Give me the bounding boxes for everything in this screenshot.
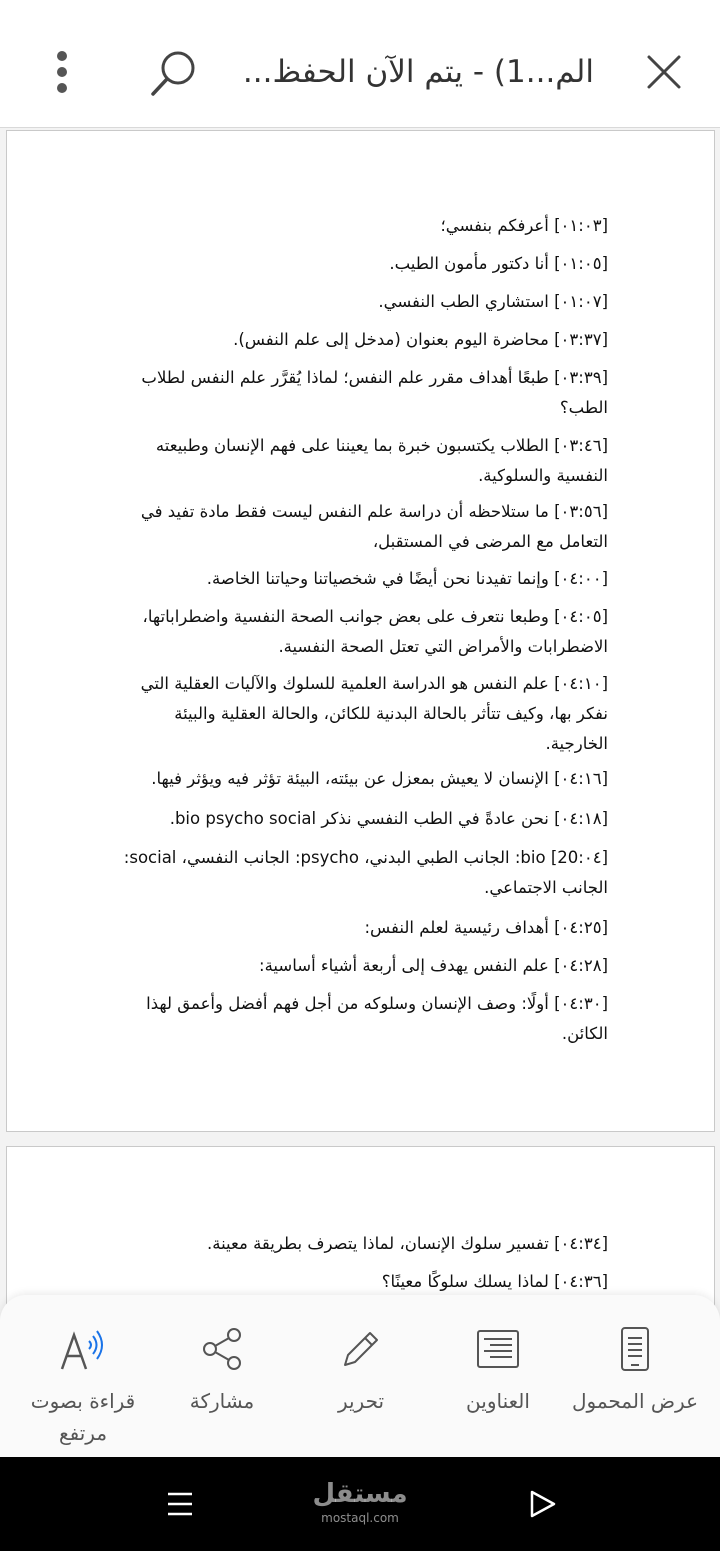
transcript-line: [٠٤:١٨] نحن عادةً في الطب النفسي نذكر bio psycho social.: [169, 809, 608, 828]
mobile-view-button[interactable]: [560, 1325, 710, 1417]
watermark-arabic: مستقل: [312, 1479, 408, 1509]
edit-label: تحرير: [337, 1389, 385, 1413]
close-icon[interactable]: [640, 48, 688, 96]
transcript-line: [٠١:٠٣] أعرفكم بنفسي؛: [440, 216, 608, 235]
transcript-line: [٠٤:١٠] علم النفس هو الدراسة العلمية للسلوك والآليات العقلية التي نفكر بها، وكيف تتأثر بالحالة البدنية للكائن، والحالة العقلية والبيئة الخارجية.: [140, 674, 608, 753]
transcript-line: [٠٤:١٦] الإنسان لا يعيش بمعزل عن بيئته، البيئة تؤثر فيه ويؤثر فيها.: [151, 769, 608, 788]
transcript-line: [٠٣:٣٧] محاضرة اليوم بعنوان (مدخل إلى علم النفس).: [233, 330, 608, 349]
transcript-line: [٠٤:20] bio: الجانب الطبي البدني، psycho: الجانب النفسي، social: الجانب الاجتماعي.: [123, 848, 608, 897]
mobile-view-icon: [617, 1325, 653, 1373]
more-options-icon[interactable]: [38, 44, 86, 100]
system-nav-bar: [0, 1457, 720, 1551]
edit-button[interactable]: [286, 1325, 436, 1417]
document-page-1[interactable]: [6, 130, 715, 1132]
share-icon: [198, 1325, 246, 1373]
transcript-line: [٠١:٠٧] استشاري الطب النفسي.: [378, 292, 608, 311]
share-button[interactable]: [147, 1325, 297, 1417]
transcript-line: [٠٤:٣٠] أولًا: وصف الإنسان وسلوكه من أجل فهم أفضل وأعمق لهذا الكائن.: [146, 994, 608, 1043]
read-aloud-icon: [53, 1325, 113, 1373]
bottom-toolbar: [0, 1295, 720, 1457]
headings-button[interactable]: [423, 1325, 573, 1417]
read-aloud-button[interactable]: [8, 1325, 158, 1449]
headings-icon: [474, 1325, 522, 1373]
search-icon[interactable]: [146, 46, 202, 102]
read-aloud-label: قراءة بصوت مرتفع: [30, 1389, 136, 1445]
transcript-line: [٠٤:٢٨] علم النفس يهدف إلى أربعة أشياء أساسية:: [259, 956, 608, 975]
transcript-line: [٠٣:٤٦] الطلاب يكتسبون خبرة بما يعيننا على فهم الإنسان وطبيعته النفسية والسلوكية.: [155, 436, 608, 485]
transcript-line: [٠١:٠٥] أنا دكتور مأمون الطيب.: [389, 254, 608, 273]
transcript-line: [٠٤:٢٥] أهداف رئيسية لعلم النفس:: [364, 918, 608, 937]
pencil-icon: [337, 1325, 385, 1373]
watermark: [305, 1477, 415, 1533]
transcript-line: [٠٣:٣٩] طبعًا أهداف مقرر علم النفس؛ لماذا يُقرَّر علم النفس لطلاب الطب؟: [141, 368, 608, 417]
document-title: الم...1) - يتم الآن الحفظ...: [242, 54, 594, 90]
transcript-line: [٠٤:٣٤] تفسير سلوك الإنسان، لماذا يتصرف بطريقة معينة.: [206, 1234, 608, 1253]
watermark-url: mostaql.com: [321, 1511, 399, 1525]
transcript-line: [٠٤:٣٦] لماذا يسلك سلوكًا معينًا؟: [381, 1272, 608, 1291]
transcript-line: [٠٤:٠٠] وإنما تفيدنا نحن أيضًا في شخصياتنا وحياتنا الخاصة.: [206, 569, 608, 588]
transcript-line: [٠٣:٥٦] ما ستلاحظه أن دراسة علم النفس ليست فقط مادة تفيد في التعامل مع المرضى في المستقبل،: [140, 502, 608, 551]
share-label: مشاركة: [189, 1389, 255, 1413]
transcript-line: [٠٤:٠٥] وطبعا نتعرف على بعض جوانب الصحة النفسية واضطراباتها، الاضطرابات والأمراض التي تعتل الصحة النفسية.: [142, 607, 608, 656]
headings-label: العناوين: [466, 1389, 530, 1413]
document-page-2[interactable]: [6, 1146, 715, 1306]
mobile-view-label: عرض المحمول: [571, 1389, 699, 1413]
top-bar: [0, 0, 720, 128]
recent-apps-icon[interactable]: [160, 1487, 200, 1521]
back-icon[interactable]: [522, 1487, 562, 1521]
